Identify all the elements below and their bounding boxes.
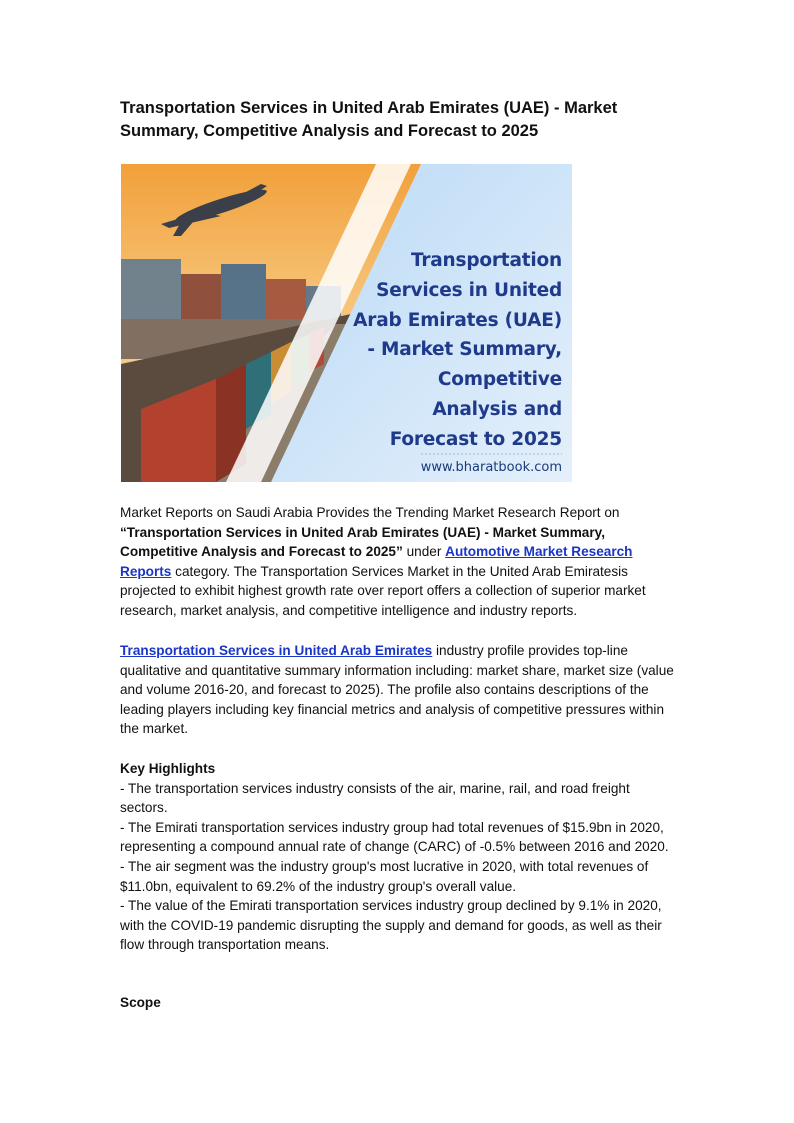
banner-url: www.bharatbook.com [420, 460, 562, 475]
highlight-item: - The air segment was the industry group's most lucrative in 2020, with total revenues of $11.0bn, equivalent to 69.2% of the industry group's overall value. [120, 858, 649, 894]
banner-line: - Market Summary, [367, 339, 562, 361]
automotive-reports-link[interactable]: Automotive Market Research Reports [120, 544, 633, 579]
highlight-item: - The transportation services industry consists of the air, marine, rail, and road freight sectors. [120, 780, 630, 816]
banner-line: Transportation [410, 250, 562, 271]
banner-headline [342, 246, 562, 455]
intro-rest-text: category. The Transportation Services Market in the United Arab Emiratesis projected to exhibit highest growth rate over report offers a collection of superior market research, market analysis, and competitive intelligence and industry reports. [120, 563, 646, 618]
highlight-item: - The Emirati transportation services industry group had total revenues of $15.9bn in 2020, representing a compound annual rate of change (CARC) of -0.5% between 2016 and 2020. [120, 819, 669, 855]
banner-line: Forecast to 2025 [389, 428, 562, 450]
page-title: Transportation Services in United Arab Emirates (UAE) - Market Summary, Competitive Analysis and Forecast to 2025 [120, 99, 618, 140]
intro-text: Market Reports on Saudi Arabia Provides the Trending Market Research Report on [120, 505, 620, 520]
under-text: under [402, 544, 446, 560]
transportation-services-link[interactable]: Transportation Services in United Arab Emirates [120, 643, 433, 658]
report-title-quote: “Transportation Services in United Arab Emirates (UAE) - Market Summary, Competitive Analysis and Forecast to 2025” [120, 524, 605, 560]
banner-line: Arab Emirates (UAE) [353, 309, 562, 331]
scope-heading: Scope [120, 995, 161, 1010]
key-highlights-section [120, 759, 680, 955]
highlight-item: - The value of the Emirati transportation services industry group declined by 9.1% in 2020, with the COVID-19 pandemic disrupting the supply and demand for goods, as well as their flow through transportation means. [120, 898, 662, 953]
banner-line: Competitive [437, 369, 562, 391]
banner-line: Analysis and [432, 398, 562, 420]
banner-line: Services in United [376, 279, 562, 301]
profile-rest-text: industry profile provides top-line qualitative and quantitative summary information including: market share, market size (value and volume 2016-20, and forecast to 2025). The profile also contains descriptions of the leading players including key financial metrics and analysis of competitive pressures within the market. [120, 643, 674, 737]
intro-paragraph [120, 503, 680, 621]
report-banner-image [121, 164, 572, 482]
profile-paragraph [120, 641, 680, 739]
key-highlights-heading: Key Highlights [120, 761, 216, 776]
